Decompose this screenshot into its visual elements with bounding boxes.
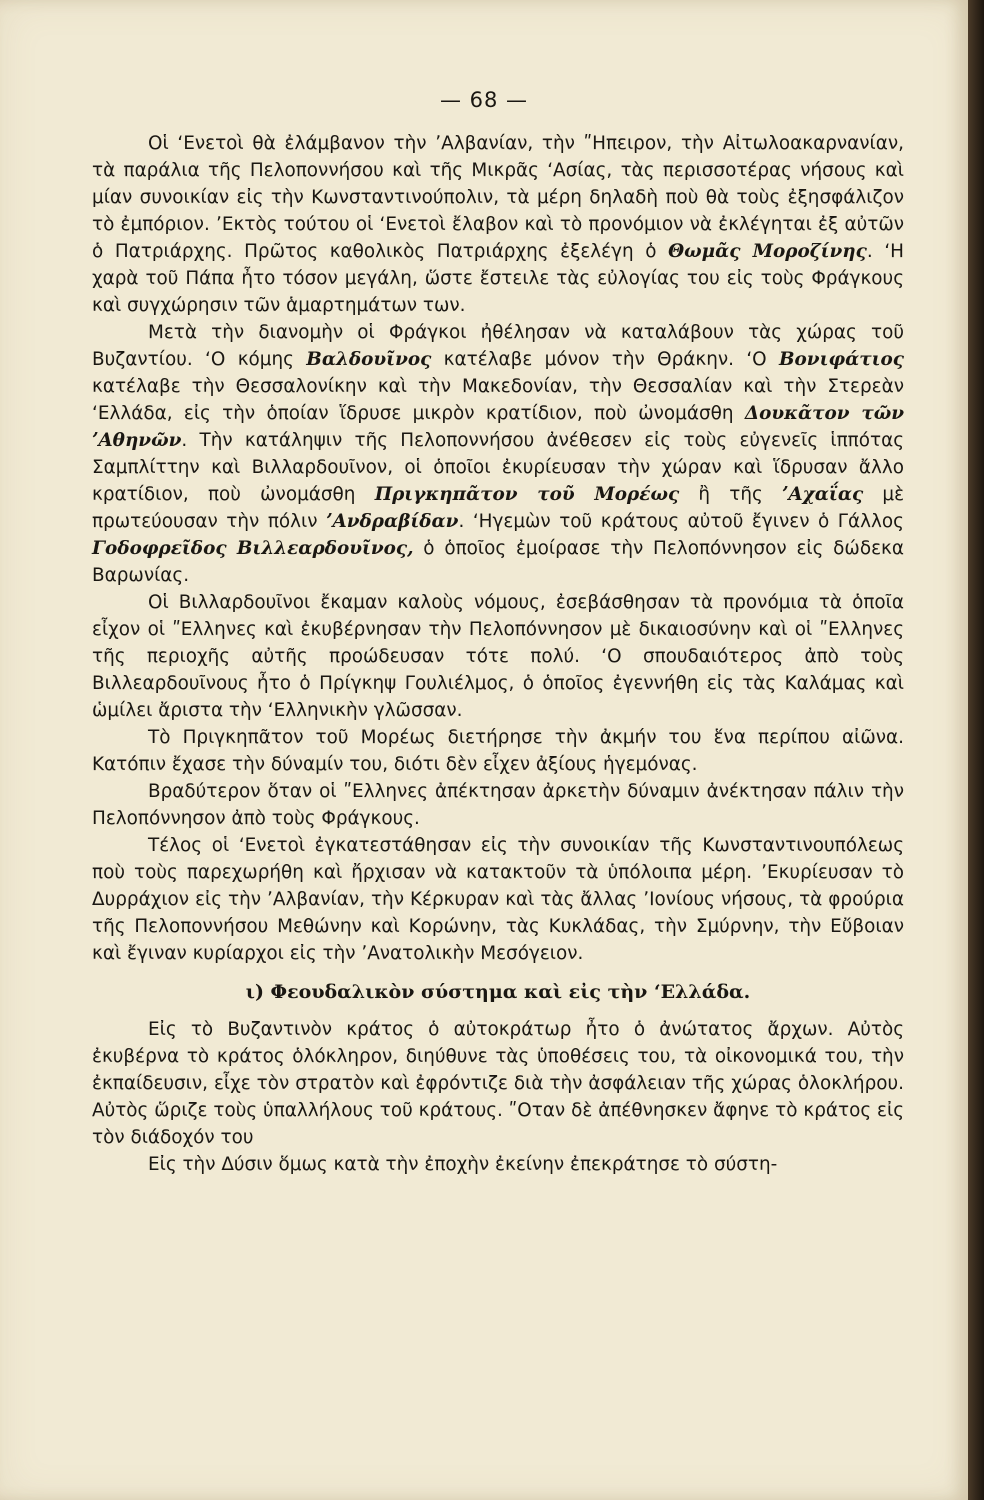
paragraph-5 xyxy=(92,778,904,832)
paragraph-6 xyxy=(92,832,904,967)
text-run: Εἰς τὸ Βυζαντινὸν κράτος ὁ αὐτοκράτωρ ἦτο ὁ ἀνώτατος ἄρχων. Αὐτὸς ἐκυβέρνα τὸ κράτος ὁλόκληρον, διηύθυνε τὰς ὑποθέσεις του, τὰ οἰκονομικά του, τὴν ἐκπαίδευσιν, εἶχε τὸν στρατὸν καὶ ἐφρόντιζε διὰ τὴν ἀσφάλειαν τῆς χώρας ὁλοκλήρου. Αὐτὸς ὥριζε τοὺς ὑπαλλήλους τοῦ κράτους. ʺΟταν δὲ ἀπέθνησκεν ἄφηνε τὸ κράτος εἰς τὸν διάδοχόν του xyxy=(92,1019,904,1148)
paragraph-7 xyxy=(92,1016,904,1151)
text-run: κατέλαβε μόνον τὴν Θράκην. ʻΟ xyxy=(431,349,779,370)
text-run: μὲ πρωτεύουσαν τὴν πόλιν xyxy=(92,484,905,532)
page-number: — 68 — xyxy=(439,88,529,112)
name-emphasis: Πριγκηπᾶτον τοῦ Μορέως xyxy=(374,484,680,505)
name-emphasis: Βαλδουῖνος xyxy=(306,349,432,370)
paragraph-2 xyxy=(92,319,904,589)
text-run: Οἱ ʻΕνετοὶ θὰ ἐλάμβανον τὴν ʼΑλβανίαν, τὴν ʺΗπειρον, τὴν Αἰτωλοακαρνανίαν, τὰ παράλια τῆς Πελοποννήσου καὶ τῆς Μικρᾶς ʻΑσίας, τὰς περισσοτέρας νήσους καὶ μίαν συνοικίαν εἰς τὴν Κωνσταντινούπολιν, τὰ μέρη δηλαδὴ ποὺ θὰ τοὺς ἐξησφάλιζον τὸ ἐμπόριον. ʼΕκτὸς τούτου οἱ ʻΕνετοὶ ἔλαβον καὶ τὸ προνόμιον νὰ ἐκλέγηται ἐξ αὐτῶν ὁ Πατριάρχης. Πρῶτος καθολικὸς Πατριάρχης ἐξελέγη ὁ xyxy=(92,133,904,262)
text-run: κατέλαβε τὴν Θεσσαλονίκην καὶ τὴν Μακεδονίαν, τὴν Θεσσαλίαν καὶ τὴν Στερεὰν ʻΕλλάδα, εἰς τὴν ὁποίαν ἵδρυσε μικρὸν κρατίδιον, ποὺ ὠνομάσθη xyxy=(92,376,904,424)
text-run: . ʻΗγεμὼν τοῦ κράτους αὐτοῦ ἔγινεν ὁ Γάλλος xyxy=(458,511,904,532)
text-run: ἢ τῆς xyxy=(679,484,782,505)
name-emphasis: Γοδοφρεῖδος Βιλλεαρδουῖνος, xyxy=(92,538,414,559)
paragraph-3 xyxy=(92,589,904,724)
name-emphasis: ʼΑχαΐας xyxy=(782,484,864,505)
body-text xyxy=(92,130,904,1178)
text-run: Μετὰ τὴν διανομὴν οἱ Φράγκοι ἠθέλησαν νὰ καταλάβουν τὰς χώρας τοῦ Βυζαντίου. ʻΟ κόμης xyxy=(92,322,904,370)
paragraph-8 xyxy=(92,1151,904,1178)
section-heading: ι) Φεουδαλικὸν σύστημα καὶ εἰς τὴν ʻΕλλάδα. xyxy=(245,981,751,1003)
text-run: . ʻΗ χαρὰ τοῦ Πάπα ἦτο τόσον μεγάλη, ὥστε ἔστειλε τὰς εὐλογίας του εἰς τοὺς Φράγκους καὶ συγχώρησιν τῶν ἁμαρτημάτων των. xyxy=(92,241,904,316)
name-emphasis: Δουκᾶτον τῶν ʼΑθηνῶν xyxy=(92,403,904,451)
text-run: Βραδύτερον ὅταν οἱ ʺΕλληνες ἀπέκτησαν ἀρκετὴν δύναμιν ἀνέκτησαν πάλιν τὴν Πελοπόννησον ἀπὸ τοὺς Φράγκους. xyxy=(92,781,904,829)
page-edge xyxy=(968,0,984,1500)
text-run: Τέλος οἱ ʻΕνετοὶ ἐγκατεστάθησαν εἰς τὴν συνοικίαν τῆς Κωνσταντινουπόλεως ποὺ τοὺς παρεχωρήθη καὶ ἤρχισαν νὰ κατακτοῦν τὰ ὑπόλοιπα μέρη. ʼΕκυρίευσαν τὸ Δυρράχιον εἰς τὴν ʼΑλβανίαν, τὴν Κέρκυραν καὶ τὰς ἄλλας ʼΙονίους νήσους, τὰ φρούρια τῆς Πελοποννήσου Μεθώνην καὶ Κορώνην, τὰς Κυκλάδας, τὴν Σμύρνην, τὴν Εὔβοιαν καὶ ἔγιναν κυρίαρχοι εἰς τὴν ʼΑνατολικὴν Μεσόγειον. xyxy=(92,835,904,964)
name-emphasis: Βονιφάτιος xyxy=(779,349,904,370)
text-run: Εἰς τὴν Δύσιν ὅμως κατὰ τὴν ἐποχὴν ἐκείνην ἐπεκράτησε τὸ σύστη- xyxy=(148,1154,778,1175)
text-run: Τὸ Πριγκηπᾶτον τοῦ Μορέως διετήρησε τὴν ἀκμήν του ἕνα περίπου αἰῶνα. Κατόπιν ἔχασε τὴν δύναμίν του, διότι δὲν εἶχεν ἀξίους ἡγεμόνας. xyxy=(92,727,904,775)
paragraph-4 xyxy=(92,724,904,778)
text-run: Οἱ Βιλλαρδουῖνοι ἔκαμαν καλοὺς νόμους, ἐσεβάσθησαν τὰ προνόμια τὰ ὁποῖα εἶχον οἱ ʺΕλληνες καὶ ἐκυβέρνησαν τὴν Πελοπόννησον μὲ δικαιοσύνην καὶ οἱ ʺΕλληνες τῆς περιοχῆς αὐτῆς προώδευσαν τότε πολύ. ʻΟ σπουδαιότερος ἀπὸ τοὺς Βιλλεαρδουῖνους ἦτο ὁ Πρίγκηψ Γουλιέλμος, ὁ ὁποῖος ἐγεννήθη εἰς τὰς Καλάμας καὶ ὡμίλει ἄριστα τὴν ʻΕλληνικὴν γλῶσσαν. xyxy=(92,592,904,721)
text-run: ὁ ὁποῖος ἐμοίρασε τὴν Πελοπόννησον εἰς δώδεκα Βαρωνίας. xyxy=(92,538,904,586)
name-emphasis: ʼΑνδραβίδαν xyxy=(326,511,459,532)
text-run: . Τὴν κατάληψιν τῆς Πελοποννήσου ἀνέθεσεν εἰς τοὺς εὐγενεῖς ἱππότας Σαμπλίττην καὶ Βιλλαρδουῖνον, οἱ ὁποῖοι ἐκυρίευσαν τὴν χώραν καὶ ἵδρυσαν ἄλλο κρατίδιον, ποὺ ὠνομάσθη xyxy=(92,430,904,505)
paragraph-1 xyxy=(92,130,904,319)
name-emphasis: Θωμᾶς Μοροζίνης xyxy=(668,241,867,262)
